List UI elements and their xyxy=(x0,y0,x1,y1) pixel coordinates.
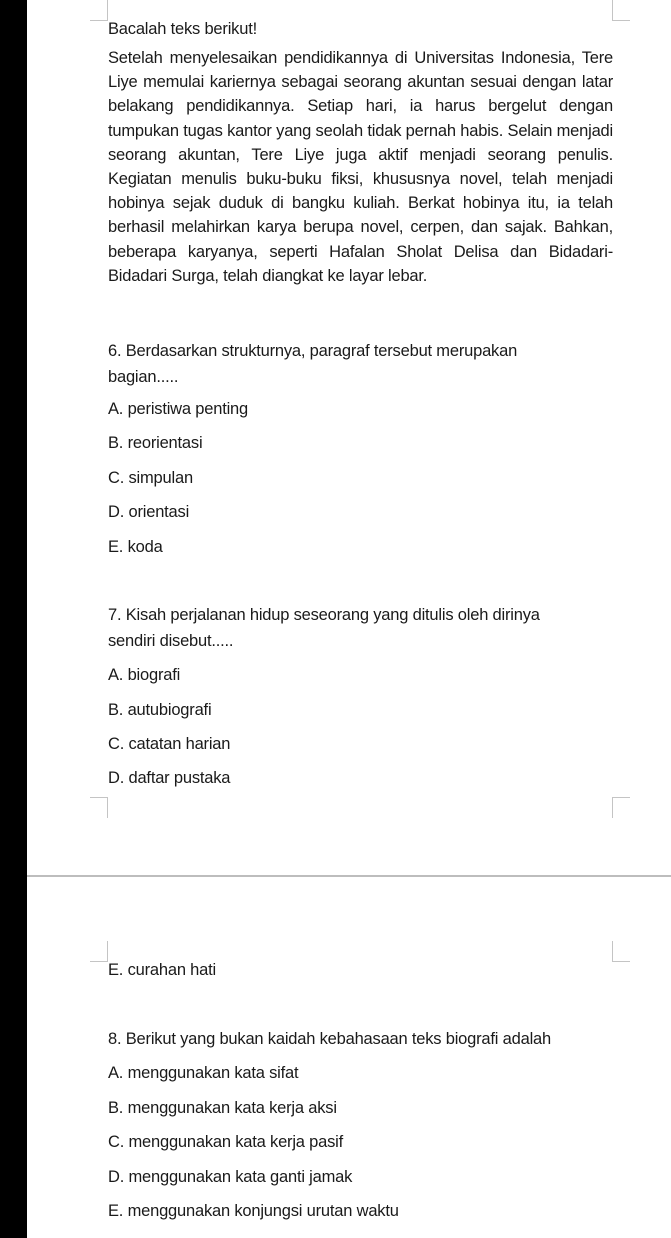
q6-option-e: E. koda xyxy=(108,538,163,556)
question-8-text: 8. Berikut yang bukan kaidah kebahasaan teks biografi adalah xyxy=(108,1030,551,1048)
margin-corner-mark xyxy=(90,0,108,21)
question-7-text: 7. Kisah perjalanan hidup seseorang yang ditulis oleh dirinya xyxy=(108,606,540,624)
question-6-text-cont: bagian..... xyxy=(108,368,179,386)
q7-option-e: E. curahan hati xyxy=(108,961,216,979)
margin-corner-mark xyxy=(612,0,630,21)
question-7-text-cont: sendiri disebut..... xyxy=(108,632,234,650)
q8-option-c: C. menggunakan kata kerja pasif xyxy=(108,1133,344,1151)
reading-passage: Setelah menyelesaikan pendidikannya di Universitas Indonesia, Tere Liye memulai kariernya sebagai seorang akuntan sesuai dengan latar belakang pendidikannya. Setiap hari, ia harus bergelut dengan tumpukan tugas kantor yang seolah tidak pernah habis. Selain menjadi seorang akuntan, Tere Liye juga aktif menjadi seorang penulis. Kegiatan menulis buku-buku fiksi, khususnya novel, telah menjadi hobinya sejak duduk di bangku kuliah. Berkat hobinya itu, ia telah berhasil melahirkan karya berupa novel, cerpen, dan sajak. Bahkan, beberapa karyanya, seperti Hafalan Sholat Delisa dan Bidadari-Bidadari Surga, telah diangkat ke layar lebar. xyxy=(108,49,613,285)
q7-option-c: C. catatan harian xyxy=(108,735,231,753)
q8-option-a: A. menggunakan kata sifat xyxy=(108,1064,299,1082)
margin-corner-mark xyxy=(90,797,108,818)
margin-corner-mark xyxy=(612,941,630,962)
q7-option-d: D. daftar pustaka xyxy=(108,769,231,787)
q8-option-b: B. menggunakan kata kerja aksi xyxy=(108,1099,337,1117)
q8-option-e: E. menggunakan konjungsi urutan waktu xyxy=(108,1202,399,1220)
q6-option-d: D. orientasi xyxy=(108,503,190,521)
question-6-text: 6. Berdasarkan strukturnya, paragraf tersebut merupakan xyxy=(108,342,518,360)
margin-corner-mark xyxy=(90,941,108,962)
q6-option-b: B. reorientasi xyxy=(108,434,203,452)
q6-option-c: C. simpulan xyxy=(108,469,193,487)
q7-option-b: B. autubiografi xyxy=(108,701,212,719)
instruction-heading: Bacalah teks berikut! xyxy=(108,20,257,38)
margin-corner-mark xyxy=(612,797,630,818)
q7-option-a: A. biografi xyxy=(108,666,181,684)
q8-option-d: D. menggunakan kata ganti jamak xyxy=(108,1168,353,1186)
left-black-border xyxy=(0,0,27,1238)
q6-option-a: A. peristiwa penting xyxy=(108,400,248,418)
page-break-divider xyxy=(27,875,671,877)
